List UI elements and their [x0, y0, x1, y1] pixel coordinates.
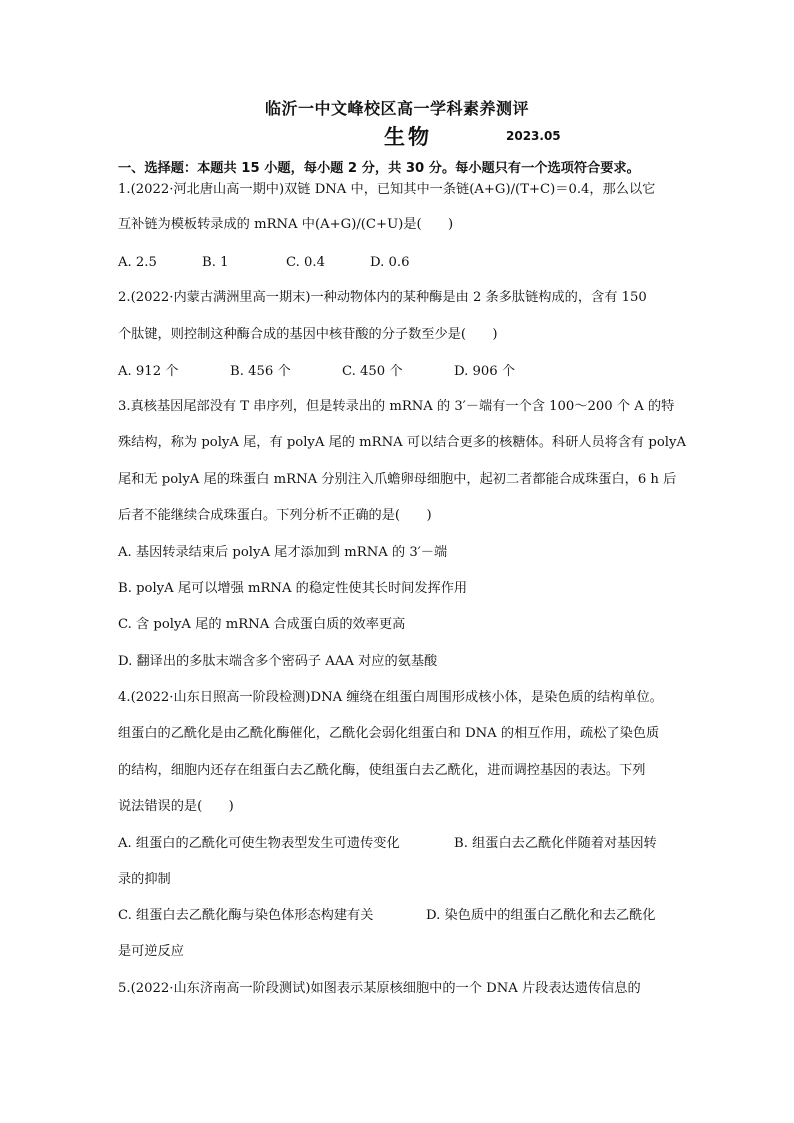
q4-option-b: B. 组蛋白去乙酰化伴随着对基因转: [454, 836, 657, 851]
q2-option-b: B. 456 个: [230, 364, 291, 379]
q3-option-b: B. polyA 尾可以增强 mRNA 的稳定性使其长时间发挥作用: [118, 581, 468, 596]
q2-option-d: D. 906 个: [454, 364, 516, 379]
q1-option-a: A. 2.5: [118, 255, 157, 270]
subject-title: 生物: [384, 125, 432, 149]
question-4-stem-line1: 4.(2022·山东日照高一阶段检测)DNA 缠绕在组蛋白周围形成核小体，是染色质的结构单位。: [118, 690, 663, 705]
q3-option-d: D. 翻译出的多肽末端含多个密码子 AAA 对应的氨基酸: [118, 654, 438, 669]
q2-option-a: A. 912 个: [118, 364, 179, 379]
q4-option-d-continued: 是可逆反应: [118, 944, 184, 959]
question-1-stem-line2: 互补链为模板转录成的 mRNA 中(A+G)/(C+U)是( ): [118, 217, 454, 232]
q2-option-c: C. 450 个: [342, 364, 403, 379]
q4-option-d: D. 染色质中的组蛋白乙酰化和去乙酰化: [426, 908, 656, 923]
exam-date: 2023.05: [506, 129, 561, 143]
q3-option-c: C. 含 polyA 尾的 mRNA 合成蛋白质的效率更高: [118, 617, 406, 632]
q1-option-d: D. 0.6: [370, 255, 410, 270]
section-heading: 一、选择题：本题共 15 小题，每小题 2 分，共 30 分。每小题只有一个选项符合要求。: [118, 161, 640, 176]
question-2-stem-line1: 2.(2022·内蒙古满洲里高一期末)一种动物体内的某种酶是由 2 条多肽链构成的，含有 150: [118, 290, 647, 305]
q3-option-a: A. 基因转录结束后 polyA 尾才添加到 mRNA 的 3′－端: [118, 545, 448, 560]
q4-option-b-continued: 录的抑制: [118, 872, 171, 887]
question-4-stem-line2: 组蛋白的乙酰化是由乙酰化酶催化，乙酰化会弱化组蛋白和 DNA 的相互作用，疏松了染色质: [118, 726, 660, 741]
q4-option-a: A. 组蛋白的乙酰化可使生物表型发生可遗传变化: [118, 836, 400, 851]
question-3-stem-line2: 殊结构，称为 polyA 尾，有 polyA 尾的 mRNA 可以结合更多的核糖体。科研人员将含有 polyA: [118, 435, 686, 450]
q4-option-c: C. 组蛋白去乙酰化酶与染色体形态构建有关: [118, 908, 374, 923]
question-4-stem-line4: 说法错误的是( ): [118, 799, 234, 814]
question-5-stem-line1: 5.(2022·山东济南高一阶段测试)如图表示某原核细胞中的一个 DNA 片段表达遗传信息的: [118, 981, 641, 996]
question-2-stem-line2: 个肽键，则控制这种酶合成的基因中核苷酸的分子数至少是( ): [118, 327, 498, 342]
q1-option-b: B. 1: [202, 255, 229, 270]
question-3-stem-line3: 尾和无 polyA 尾的珠蛋白 mRNA 分别注入爪蟾卵母细胞中，起初二者都能合成珠蛋白，6 h 后: [118, 472, 677, 487]
question-4-stem-line3: 的结构，细胞内还存在组蛋白去乙酰化酶，使组蛋白去乙酰化，进而调控基因的表达。下列: [118, 763, 646, 778]
question-1-stem-line1: 1.(2022·河北唐山高一期中)双链 DNA 中，已知其中一条链(A+G)/(T+C)＝0.4，那么以它: [118, 182, 656, 197]
question-3-stem-line1: 3.真核基因尾部没有 T 串序列，但是转录出的 mRNA 的 3′－端有一个含 100～200 个 A 的特: [118, 399, 675, 414]
question-3-stem-line4: 后者不能继续合成珠蛋白。下列分析不正确的是( ): [118, 508, 432, 523]
exam-title: 临沂一中文峰校区高一学科素养测评: [264, 99, 529, 118]
q1-option-c: C. 0.4: [286, 255, 325, 270]
